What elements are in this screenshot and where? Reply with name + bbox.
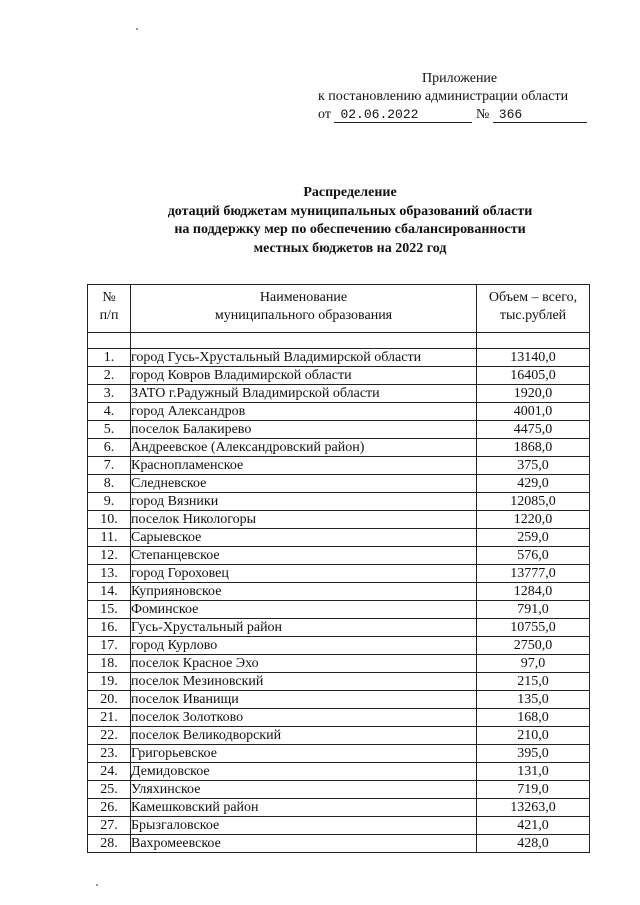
allocation-value: 4001,0 [477, 403, 590, 421]
table-spacer-row [88, 333, 590, 349]
table-row [88, 601, 590, 619]
table-row [88, 835, 590, 853]
table-row [88, 529, 590, 547]
row-number: 26. [88, 799, 131, 817]
row-number: 25. [88, 781, 131, 799]
table-row [88, 367, 590, 385]
table-row [88, 691, 590, 709]
municipality-name: город Вязники [131, 493, 477, 511]
row-number: 14. [88, 583, 131, 601]
allocation-value: 16405,0 [477, 367, 590, 385]
municipality-name: Григорьевское [131, 745, 477, 763]
allocation-value: 791,0 [477, 601, 590, 619]
row-number: 16. [88, 619, 131, 637]
allocation-value: 13263,0 [477, 799, 590, 817]
allocation-value: 10755,0 [477, 619, 590, 637]
municipality-name: Краснопламенское [131, 457, 477, 475]
municipality-name: поселок Никологоры [131, 511, 477, 529]
allocation-value: 12085,0 [477, 493, 590, 511]
municipality-name: Фоминское [131, 601, 477, 619]
decree-date: 02.06.2022 [334, 107, 472, 123]
municipality-name: Сарыевское [131, 529, 477, 547]
municipality-name: Брызгаловское [131, 817, 477, 835]
table-row [88, 583, 590, 601]
municipality-name: поселок Мезиновский [131, 673, 477, 691]
row-number: 5. [88, 421, 131, 439]
header-value [477, 285, 590, 333]
municipality-name: Демидовское [131, 763, 477, 781]
appendix-reference: к постановлению администрации области [318, 89, 569, 104]
municipality-name: Следневское [131, 475, 477, 493]
allocation-value: 375,0 [477, 457, 590, 475]
row-number: 13. [88, 565, 131, 583]
table-row [88, 817, 590, 835]
allocation-value: 1284,0 [477, 583, 590, 601]
allocation-value: 1868,0 [477, 439, 590, 457]
municipality-name: Гусь-Хрустальный район [131, 619, 477, 637]
municipality-name: Куприяновское [131, 583, 477, 601]
municipality-name: Уляхинское [131, 781, 477, 799]
title-line: дотаций бюджетам муниципальных образований области [167, 203, 533, 219]
row-number: 9. [88, 493, 131, 511]
allocation-value: 1220,0 [477, 511, 590, 529]
allocation-value: 576,0 [477, 547, 590, 565]
table-row [88, 799, 590, 817]
row-number: 28. [88, 835, 131, 853]
table-row [88, 493, 590, 511]
title-line: Распределение [303, 185, 397, 200]
allocation-value: 168,0 [477, 709, 590, 727]
row-number: 15. [88, 601, 131, 619]
allocation-value: 1920,0 [477, 385, 590, 403]
table-row [88, 655, 590, 673]
allocation-table [87, 284, 590, 853]
row-number: 1. [88, 349, 131, 367]
row-number: 2. [88, 367, 131, 385]
spacer-cell [88, 333, 131, 349]
number-sign: № [475, 107, 490, 122]
allocation-value: 259,0 [477, 529, 590, 547]
allocation-value: 131,0 [477, 763, 590, 781]
table-row [88, 475, 590, 493]
appendix-title: Приложение [422, 71, 498, 86]
row-number: 22. [88, 727, 131, 745]
municipality-name: город Курлово [131, 637, 477, 655]
municipality-name: город Гусь-Хрустальный Владимирской области [131, 349, 477, 367]
table-row [88, 511, 590, 529]
table-row [88, 619, 590, 637]
table-row [88, 547, 590, 565]
allocation-value: 210,0 [477, 727, 590, 745]
row-number: 8. [88, 475, 131, 493]
row-number: 3. [88, 385, 131, 403]
municipality-name: город Ковров Владимирской области [131, 367, 477, 385]
table-row [88, 403, 590, 421]
decree-number: 366 [493, 107, 587, 123]
spacer-cell [477, 333, 590, 349]
allocation-value: 2750,0 [477, 637, 590, 655]
table-row [88, 457, 590, 475]
row-number: 23. [88, 745, 131, 763]
header-name-line1: Наименование [259, 290, 348, 305]
appendix-date-number [318, 106, 618, 124]
allocation-value: 4475,0 [477, 421, 590, 439]
allocation-value: 13140,0 [477, 349, 590, 367]
municipality-name: поселок Балакирево [131, 421, 477, 439]
table-row [88, 439, 590, 457]
table-row [88, 637, 590, 655]
table-row [88, 565, 590, 583]
title-line: на поддержку мер по обеспечению сбалансированности [174, 222, 526, 237]
municipality-name: Андреевское (Александровский район) [131, 439, 477, 457]
row-number: 7. [88, 457, 131, 475]
allocation-value: 215,0 [477, 673, 590, 691]
scan-speck [136, 28, 138, 30]
municipality-name: поселок Золотково [131, 709, 477, 727]
header-number [88, 285, 131, 333]
date-prefix: от [318, 107, 331, 122]
allocation-value: 421,0 [477, 817, 590, 835]
table-body [88, 349, 590, 853]
header-value-line1: Объем – всего, [488, 290, 578, 305]
row-number: 20. [88, 691, 131, 709]
appendix-header [318, 70, 618, 124]
row-number: 11. [88, 529, 131, 547]
table-row [88, 385, 590, 403]
header-number-line1: № [102, 290, 116, 305]
row-number: 17. [88, 637, 131, 655]
table-row [88, 673, 590, 691]
allocation-value: 429,0 [477, 475, 590, 493]
header-number-line2: п/п [99, 308, 119, 323]
allocation-value: 428,0 [477, 835, 590, 853]
municipality-name: поселок Иванищи [131, 691, 477, 709]
allocation-value: 395,0 [477, 745, 590, 763]
municipality-name: ЗАТО г.Радужный Владимирской области [131, 385, 477, 403]
row-number: 27. [88, 817, 131, 835]
table-row [88, 727, 590, 745]
row-number: 12. [88, 547, 131, 565]
scan-speck [96, 884, 98, 886]
table-row [88, 349, 590, 367]
municipality-name: город Гороховец [131, 565, 477, 583]
row-number: 24. [88, 763, 131, 781]
municipality-name: поселок Красное Эхо [131, 655, 477, 673]
table-row [88, 781, 590, 799]
table-row [88, 709, 590, 727]
title-line: местных бюджетов на 2022 год [253, 240, 447, 256]
municipality-name: город Александров [131, 403, 477, 421]
allocation-value: 719,0 [477, 781, 590, 799]
municipality-name: Камешковский район [131, 799, 477, 817]
spacer-cell [131, 333, 477, 349]
table-row [88, 763, 590, 781]
header-name-line2: муниципального образования [214, 308, 393, 323]
allocation-value: 13777,0 [477, 565, 590, 583]
municipality-name: поселок Великодворский [131, 727, 477, 745]
row-number: 19. [88, 673, 131, 691]
header-name [131, 285, 477, 333]
document-title [60, 184, 640, 258]
row-number: 6. [88, 439, 131, 457]
allocation-value: 97,0 [477, 655, 590, 673]
row-number: 21. [88, 709, 131, 727]
row-number: 18. [88, 655, 131, 673]
municipality-name: Степанцевское [131, 547, 477, 565]
table-row [88, 745, 590, 763]
header-value-line2: тыс.рублей [499, 308, 567, 323]
row-number: 4. [88, 403, 131, 421]
municipality-name: Вахромеевское [131, 835, 477, 853]
table-header-row [88, 285, 590, 333]
allocation-value: 135,0 [477, 691, 590, 709]
row-number: 10. [88, 511, 131, 529]
table-row [88, 421, 590, 439]
